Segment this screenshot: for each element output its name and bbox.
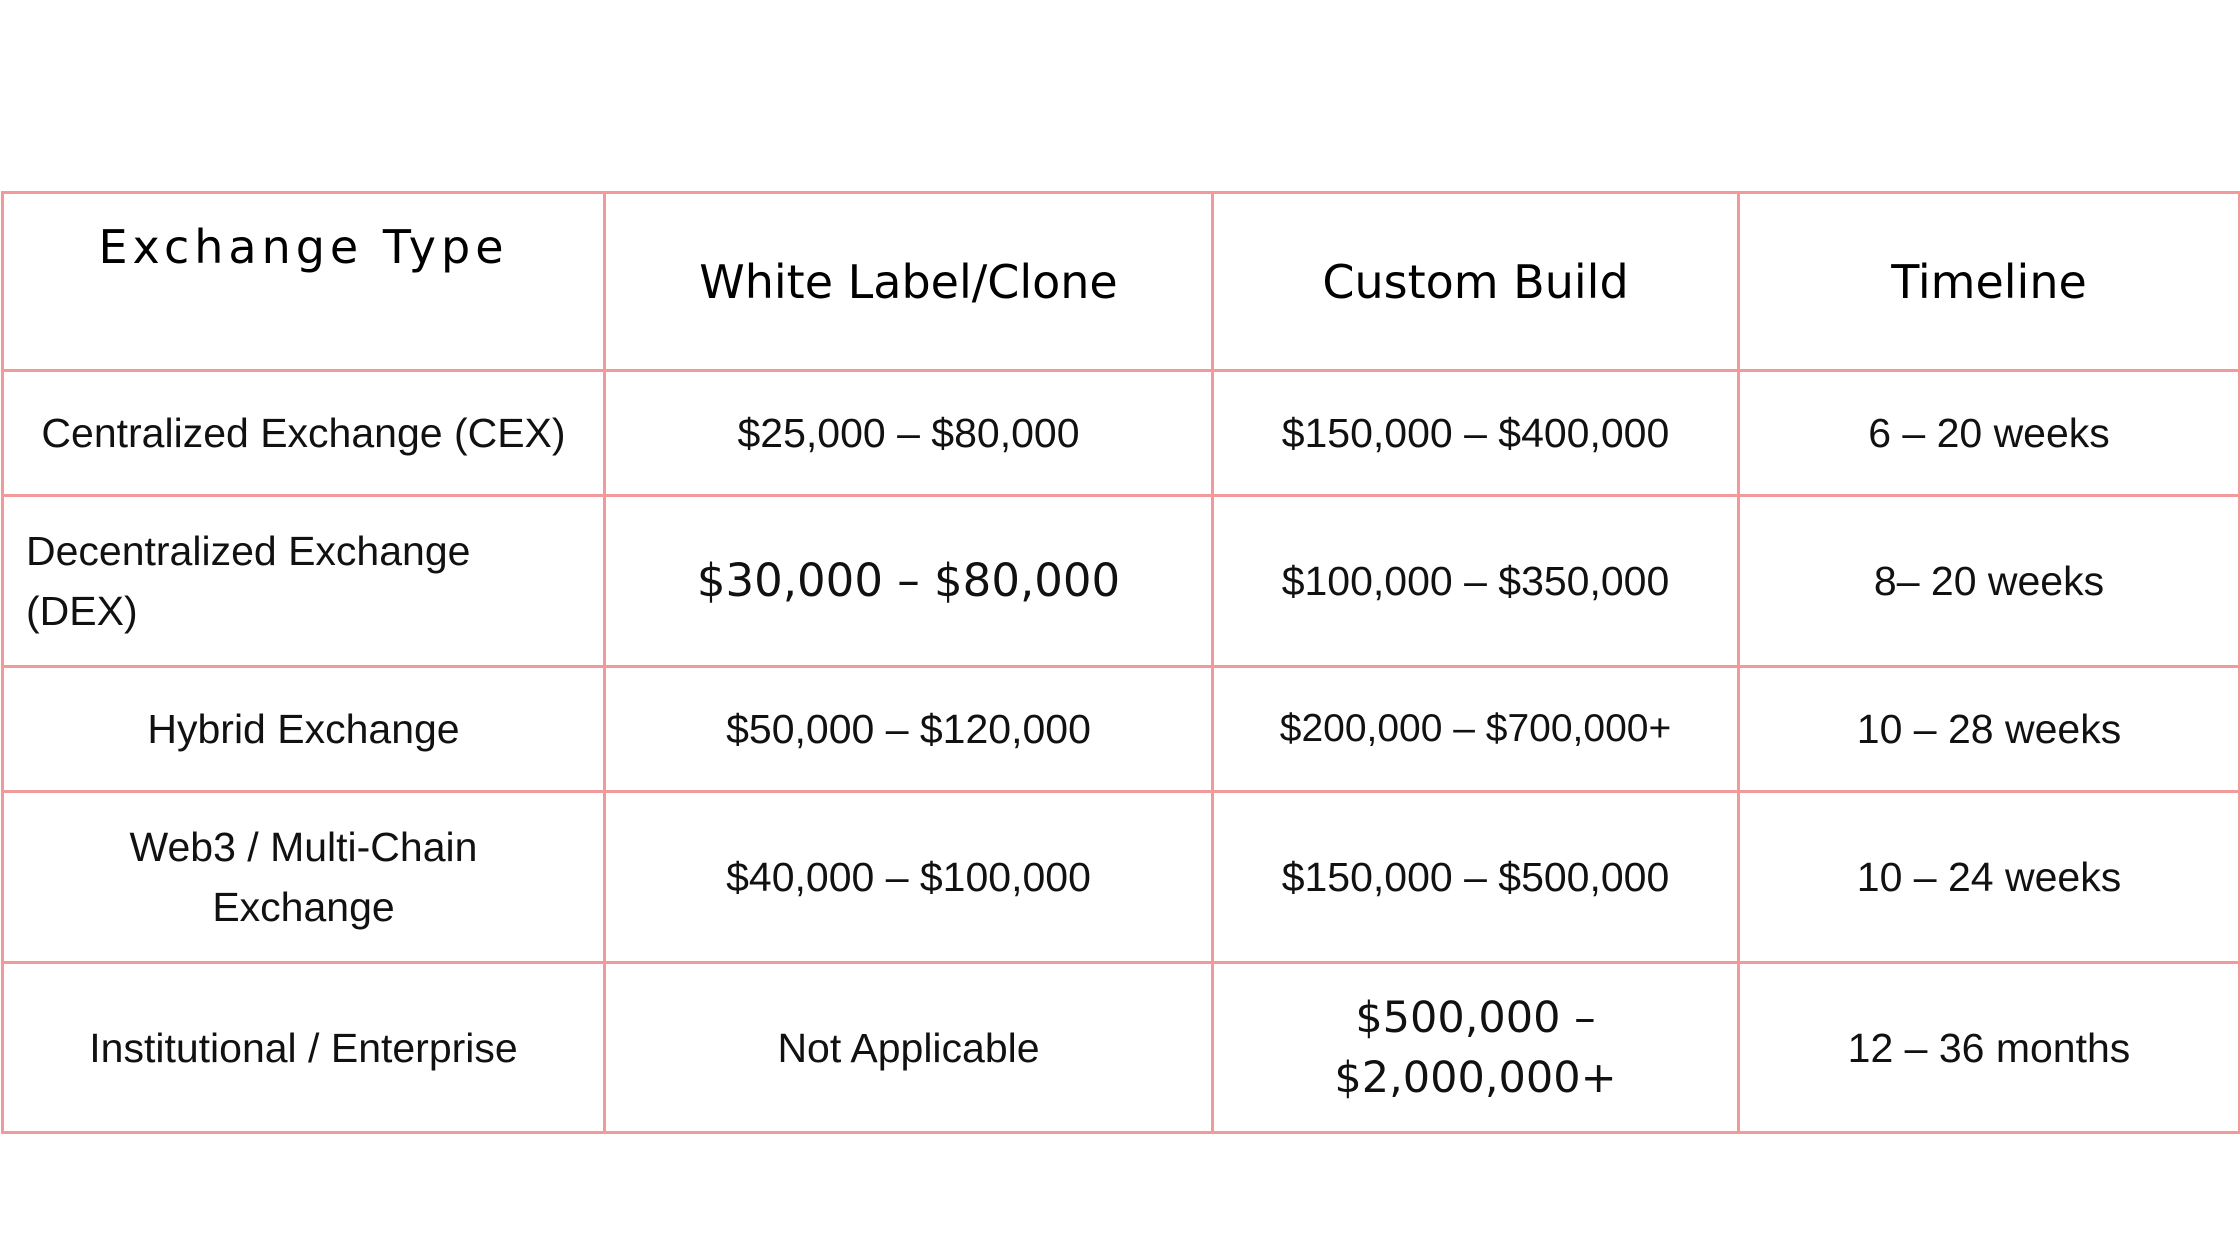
cell-custom-build-price: $150,000 – $400,000 (1213, 371, 1739, 496)
cell-exchange-type: Institutional / Enterprise (3, 963, 605, 1133)
table-row (3, 963, 2240, 1133)
cell-timeline: 12 – 36 months (1739, 963, 2240, 1133)
table-row (3, 792, 2240, 963)
table-row (3, 371, 2240, 496)
header-custom-build: Custom Build (1213, 193, 1739, 371)
cell-custom-build-price: $500,000 – $2,000,000+ (1213, 963, 1739, 1133)
cell-exchange-type: Centralized Exchange (CEX) (3, 371, 605, 496)
cell-custom-build-price: $150,000 – $500,000 (1213, 792, 1739, 963)
header-exchange-type: Exchange Type (3, 193, 605, 371)
cell-timeline: 10 – 28 weeks (1739, 667, 2240, 792)
table-header-row (3, 193, 2240, 371)
cell-white-label-price: $25,000 – $80,000 (605, 371, 1213, 496)
header-timeline: Timeline (1739, 193, 2240, 371)
cell-custom-build-price: $200,000 – $700,000+ (1213, 667, 1739, 792)
pricing-table (1, 191, 2240, 1134)
cell-exchange-type: Decentralized Exchange (DEX) (3, 496, 605, 667)
cell-timeline: 8– 20 weeks (1739, 496, 2240, 667)
cell-white-label-price: $40,000 – $100,000 (605, 792, 1213, 963)
cell-white-label-price: $30,000 – $80,000 (605, 496, 1213, 667)
cell-white-label-price: $50,000 – $120,000 (605, 667, 1213, 792)
cell-exchange-type: Hybrid Exchange (3, 667, 605, 792)
cell-timeline: 10 – 24 weeks (1739, 792, 2240, 963)
header-white-label: White Label/Clone (605, 193, 1213, 371)
cell-custom-build-price: $100,000 – $350,000 (1213, 496, 1739, 667)
cell-exchange-type: Web3 / Multi-Chain Exchange (3, 792, 605, 963)
cell-timeline: 6 – 20 weeks (1739, 371, 2240, 496)
table-row (3, 667, 2240, 792)
table-row (3, 496, 2240, 667)
cell-white-label-price: Not Applicable (605, 963, 1213, 1133)
